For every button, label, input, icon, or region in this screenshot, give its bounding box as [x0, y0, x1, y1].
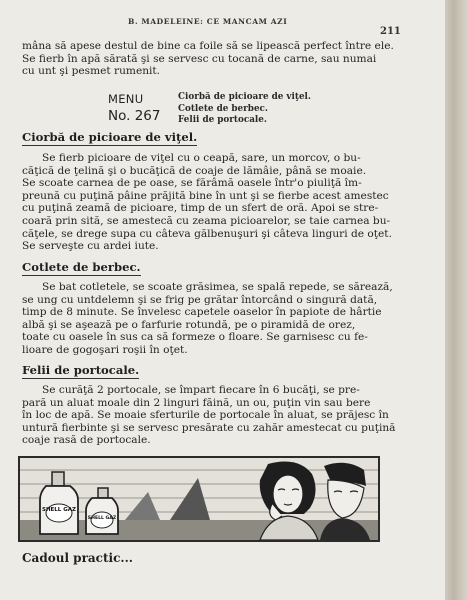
bottle-label-left: SHELL GAZ [41, 507, 77, 513]
text-line: lioare de gogoşari roşii în oţet. [22, 343, 188, 356]
text-line: untură fierbinte şi se servesc presărate cu zahăr amestecat cu puţină [22, 421, 396, 434]
text-line: coară prin sită, se amestecă cu zeama picioarelor, se taie carnea bu- [22, 214, 391, 227]
text-line: se ung cu untdelemn şi se frig pe grătar întorcând o singură dată, [22, 293, 378, 306]
text-line: Se scoate carnea de pe oase, se fărâmă oasele într'o piuliţă îm- [22, 177, 362, 190]
menu-item: Felii de portocale. [178, 115, 267, 125]
menu-items [178, 92, 311, 127]
text-line: Se bat cotletele, se scoate grăsimea, se spală repede, se sărează, [42, 281, 393, 293]
menu-item: Ciorbă de picioare de viţel. [178, 92, 311, 102]
section-title-cotlete: Cotlete de berbec. [22, 260, 141, 274]
text-line: în loc de apă. Se moaie sferturile de portocale în aluat, se prăjesc în [22, 409, 389, 422]
menu-label [108, 92, 160, 124]
book-gutter [445, 0, 467, 600]
text-line: Se serveşte cu ardei iute. [22, 240, 159, 253]
advert-illustration [20, 458, 378, 540]
section-body-cotlete [22, 281, 393, 357]
menu-number: No. 267 [108, 108, 161, 124]
menu-word: MENU [108, 92, 144, 106]
advert-caption: Cadoul practic... [22, 551, 133, 565]
shell-gaz-advert [18, 456, 380, 542]
text-line: Se fierb în apă sărată şi se servesc cu tocană de carne, sau numai [22, 52, 377, 65]
text-line: toate cu oasele în sus ca să formeze o floare. Se garnisesc cu fe- [22, 331, 368, 344]
text-line: căţele, se drege supa cu câteva gălbenuşuri şi câteva linguri de oţet. [22, 227, 392, 240]
text-line: coaje rasă de portocale. [22, 434, 151, 447]
text-line: pară un aluat moale din 2 linguri făină, un ou, puţin vin sau bere [22, 396, 371, 409]
running-header: B. MADELEINE: CE MANCAM AZI [128, 17, 288, 26]
section-title-ciorba: Ciorbă de picioare de viţel. [22, 130, 198, 144]
page-number: 211 [380, 26, 401, 37]
text-line: cu puţină zeamă de picioare, timp de un sfert de oră. Apoi se stre- [22, 202, 379, 215]
section-body-ciorba [22, 152, 392, 253]
woman-figure [260, 462, 318, 540]
bottle-label-right: SHELL GAZ [87, 516, 117, 521]
text-line: mâna să apese destul de bine ca foile să se lipească perfect între ele. [22, 40, 394, 52]
section-title-felii: Felii de portocale. [22, 363, 140, 377]
text-line: albă şi se aşează pe o farfurie rotundă, pe o piramidă de orez, [22, 318, 356, 331]
text-line: căţică de ţelină şi o bucăţică de coaje de lămâie, până se moaie. [22, 164, 367, 177]
intro-paragraph [22, 40, 394, 78]
text-line: preună cu puţină pâine prăjită bine în unt şi se fierbe acest amestec [22, 189, 389, 202]
text-line: Se curăţă 2 portocale, se împart fiecare în 6 bucăţi, se pre- [42, 384, 360, 396]
menu-item: Cotlete de berbec. [178, 103, 268, 114]
text-line: cu unt şi pesmet rumenit. [22, 65, 161, 78]
text-line: Se fierb picioare de viţel cu o ceapă, sare, un morcov, o bu- [42, 152, 361, 164]
section-body-felii [22, 384, 396, 447]
text-line: timp de 8 minute. Se învelesc capetele oaselor în papiote de hârtie [22, 306, 382, 319]
